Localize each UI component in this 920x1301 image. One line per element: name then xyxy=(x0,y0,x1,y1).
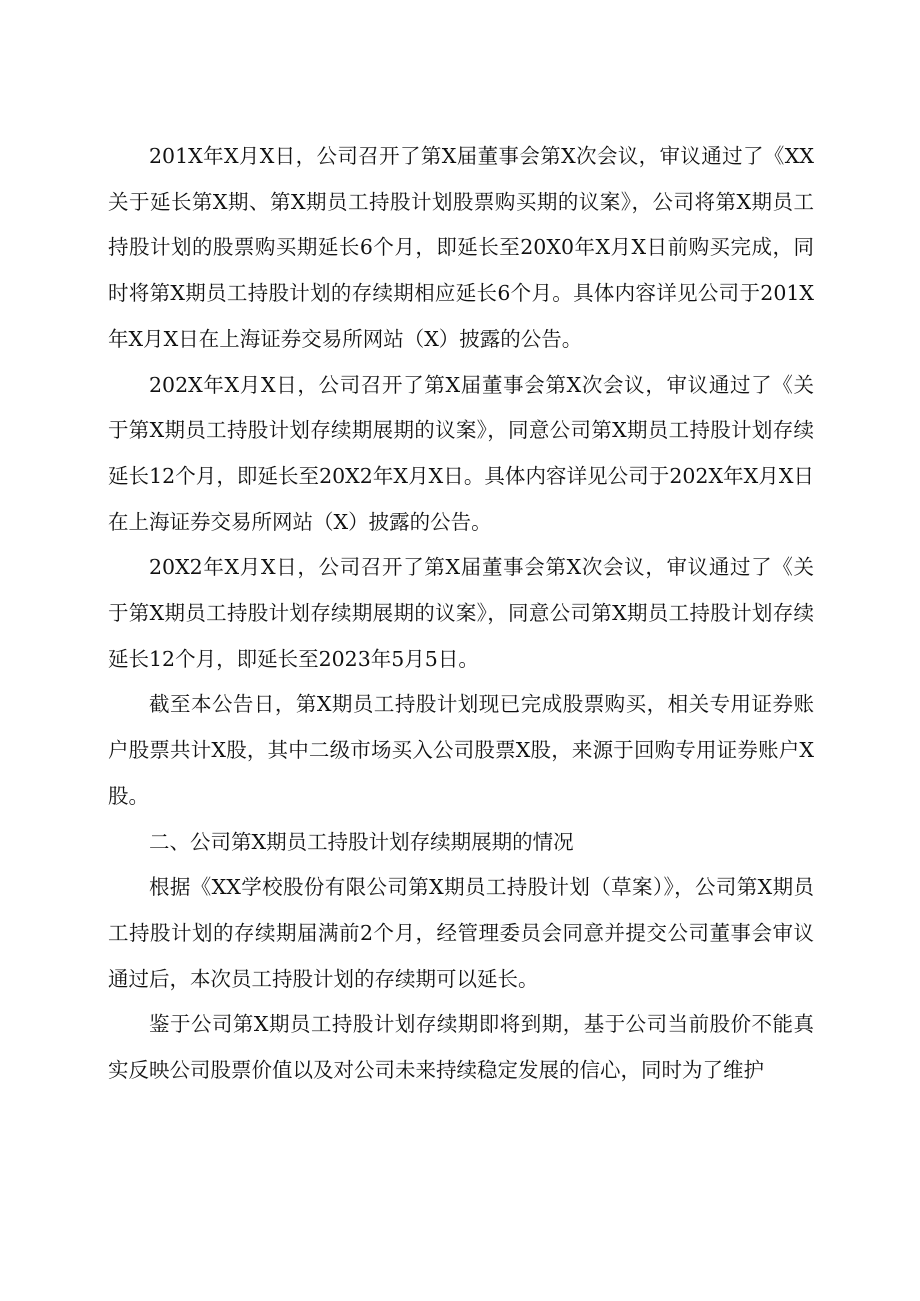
paragraph-board-meeting-20x2: 20X2年X月X日，公司召开了第X届董事会第X次会议，审议通过了《关于第X期员工持股计划存续期展期的议案》，同意公司第X期员工持股计划存续延长12个月，即延长至2023年5月5日。 xyxy=(108,555,814,671)
paragraph-extension-reason: 鉴于公司第X期员工持股计划存续期即将到期，基于公司当前股价不能真实反映公司股票价值以及对公司未来持续稳定发展的信心，同时为了维护 xyxy=(108,1012,814,1083)
document-body xyxy=(108,134,814,1094)
paragraph-board-meeting-202x: 202X年X月X日，公司召开了第X届董事会第X次会议，审议通过了《关于第X期员工持股计划存续期展期的议案》，同意公司第X期员工持股计划存续延长12个月，即延长至20X2年X月X日。具体内容详见公司于202X年X月X日在上海证券交易所网站（X）披露的公告。 xyxy=(108,372,814,534)
paragraph-board-meeting-201x: 201X年X月X日，公司召开了第X届董事会第X次会议，审议通过了《XX关于延长第X期、第X期员工持股计划股票购买期的议案》，公司将第X期员工持股计划的股票购买期延长6个月，即延长至20X0年X月X日前购买完成，同时将第X期员工持股计划的存续期相应延长6个月。具体内容详见公司于201X年X月X日在上海证券交易所网站（X）披露的公告。 xyxy=(108,144,814,351)
paragraph-plan-draft-basis: 根据《XX学校股份有限公司第X期员工持股计划（草案）》，公司第X期员工持股计划的存续期届满前2个月，经管理委员会同意并提交公司董事会审议通过后，本次员工持股计划的存续期可以延长。 xyxy=(108,875,814,991)
paragraph-stock-purchase-status: 截至本公告日，第X期员工持股计划现已完成股票购买，相关专用证券账户股票共计X股，其中二级市场买入公司股票X股，来源于回购专用证券账户X股。 xyxy=(108,692,814,808)
section-heading-extension: 二、公司第X期员工持股计划存续期展期的情况 xyxy=(149,829,574,854)
